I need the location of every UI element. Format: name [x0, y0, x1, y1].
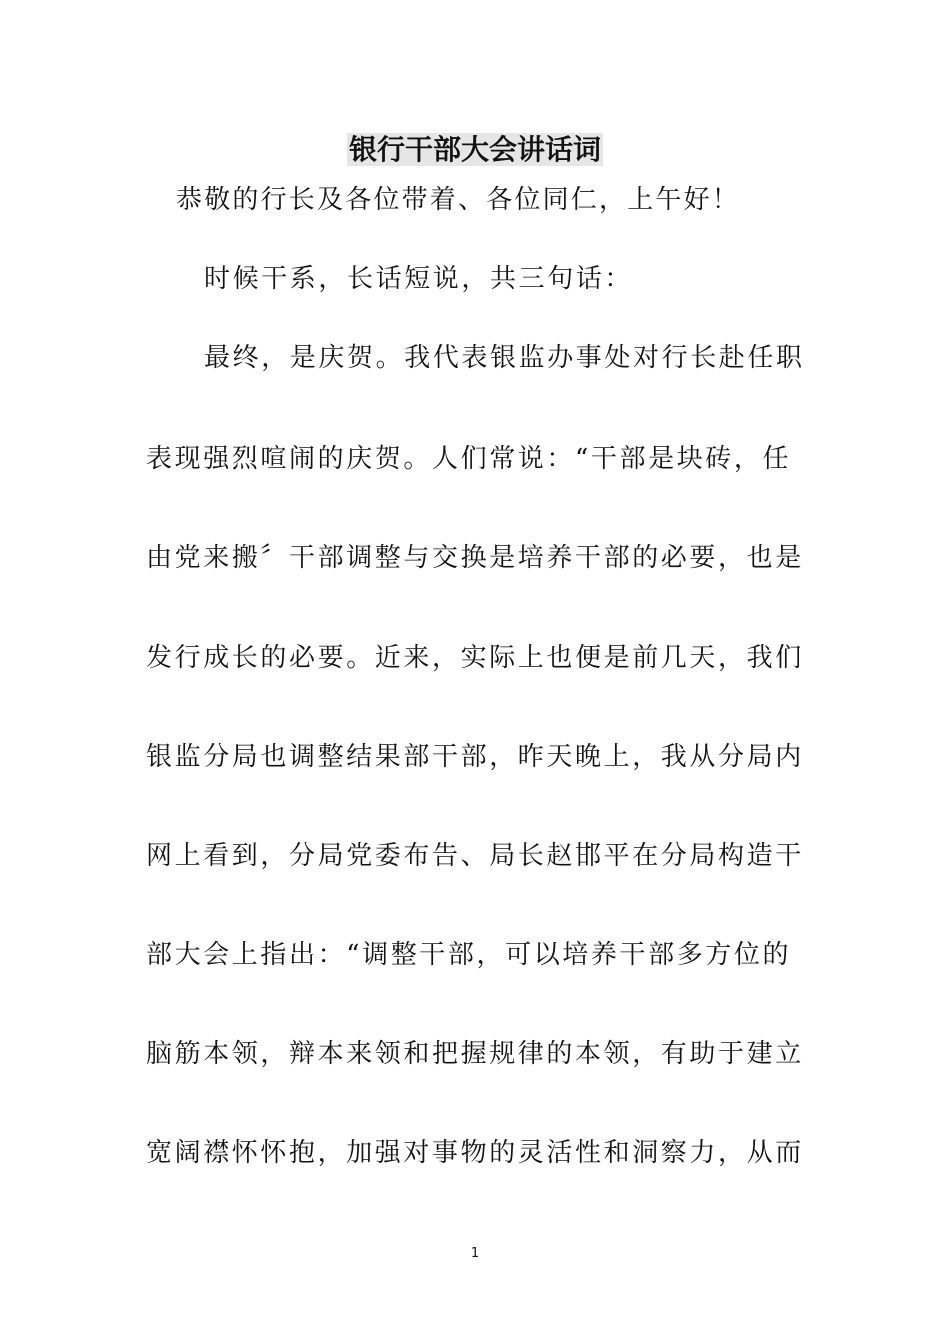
page-number: 1 — [470, 1246, 480, 1261]
greeting-line: 恭敬的行长及各位带着、各位同仁，上午好！ — [176, 185, 741, 215]
body-line: 宽阔襟怀怀抱，加强对事物的灵活性和洞察力，从而 — [146, 1138, 804, 1168]
document-title-text: 银行干部大会讲话词 — [348, 133, 601, 166]
body-line: 银监分局也调整结果部干部，昨天晚上，我从分局内 — [146, 742, 804, 772]
body-line: 脑筋本领，辩本来领和把握规律的本领，有助于建立 — [146, 1039, 804, 1069]
body-line: 最终，是庆贺。我代表银监办事处对行长赴任职 — [204, 343, 805, 373]
body-line: 网上看到，分局党委布告、局长赵邯平在分局构造干 — [146, 841, 804, 871]
body-line: 发行成长的必要。近来，实际上也便是前几天，我们 — [146, 643, 804, 673]
intro-line: 时候干系，长话短说，共三句话： — [204, 264, 634, 294]
body-line: 由党来搬〞干部调整与交换是培养干部的必要，也是 — [146, 543, 804, 573]
body-line: 表现强烈喧闹的庆贺。人们常说：“干部是块砖，任 — [146, 444, 792, 474]
body-line: 部大会上指出：“调整干部，可以培养干部多方位的 — [146, 940, 792, 970]
document-title — [0, 130, 950, 170]
